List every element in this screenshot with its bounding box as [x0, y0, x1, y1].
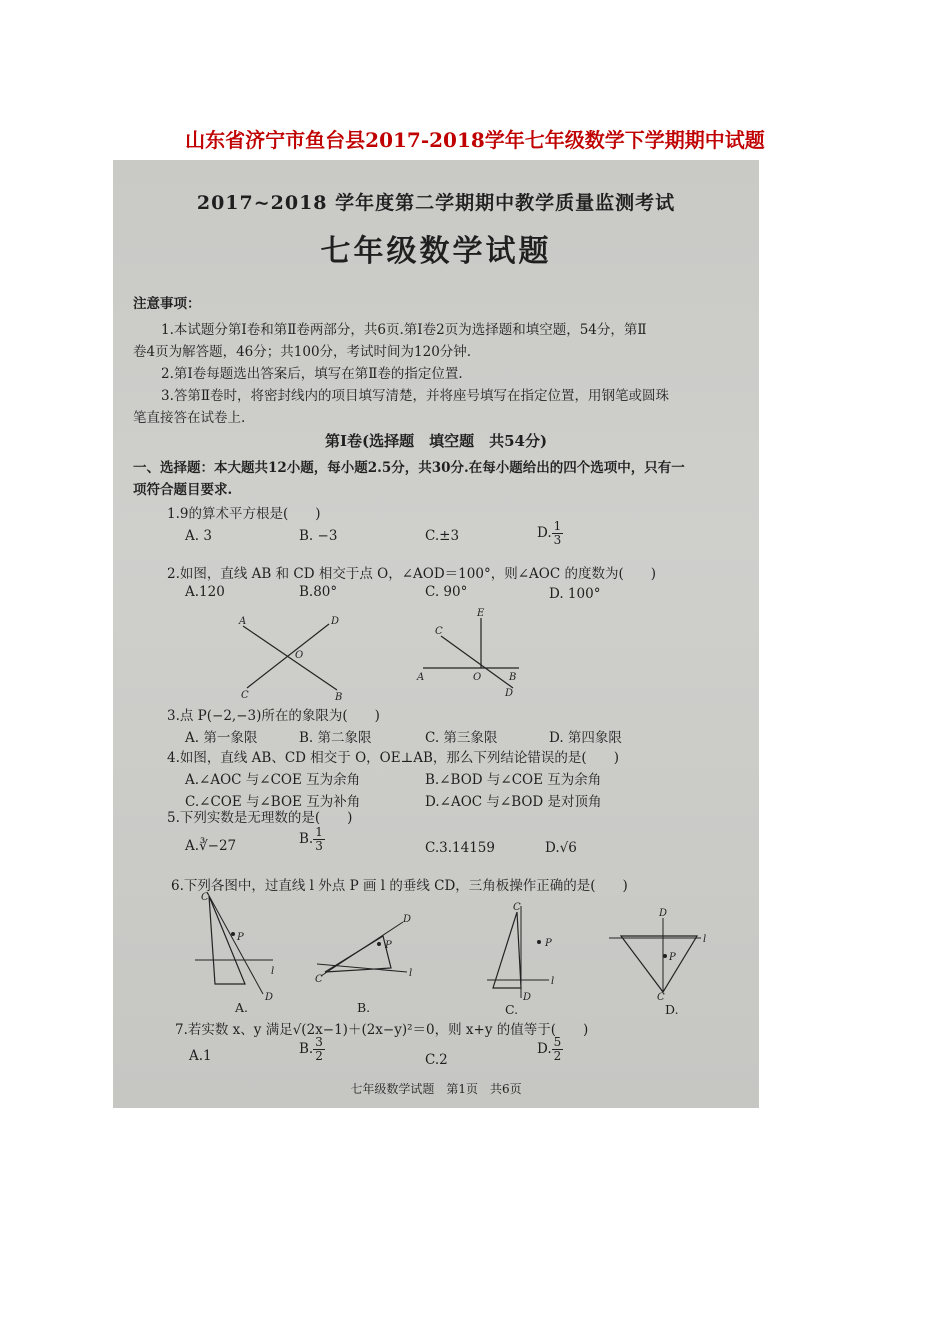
q4-label-a: A	[417, 672, 425, 683]
q4-option-d: D.∠AOC 与∠BOD 是对顶角	[425, 794, 602, 810]
q5-stem: 5.下列实数是无理数的是( )	[167, 810, 353, 826]
q6-figure-a	[195, 892, 277, 1002]
q6-caption-c: C.	[505, 1002, 519, 1017]
note-1-line-2: 卷4页为解答题，46分；共100分，考试时间为120分钟.	[133, 344, 472, 360]
q2-figure	[233, 610, 343, 703]
q6d-label-p: P	[669, 952, 676, 963]
q7-option-a: A.1	[189, 1048, 212, 1064]
q4-option-c: C.∠COE 与∠BOE 互为补角	[185, 794, 361, 810]
q4-option-b: B.∠BOD 与∠COE 互为余角	[425, 772, 602, 788]
q6c-label-c: C	[513, 902, 521, 913]
q3-option-a: A. 第一象限	[185, 730, 258, 746]
q7-option-c: C.2	[425, 1052, 448, 1068]
q5-option-d: D.√6	[545, 840, 577, 856]
exam-header: 2017~2018 学年度第二学期期中教学质量监测考试	[196, 192, 676, 214]
q1-option-a: A. 3	[185, 528, 212, 544]
q5-option-a: A.∛−27	[185, 838, 237, 854]
note-1-line-1: 1.本试题分第Ⅰ卷和第Ⅱ卷两部分，共6页.第Ⅰ卷2页为选择题和填空题，54分，第Ⅱ	[161, 322, 647, 338]
q4-label-b: B	[509, 672, 517, 683]
q6c-label-d: D	[523, 992, 532, 1003]
note-3-line-2: 笔直接答在试卷上.	[133, 410, 246, 426]
q7-option-b: B. $\frac{3}{2}$	[299, 1035, 323, 1063]
q2-option-a: A.120	[185, 584, 225, 600]
q4-stem: 4.如图，直线 AB、CD 相交于 O，OE⊥AB，那么下列结论错误的是( )	[167, 750, 619, 766]
q6d-label-c: C	[657, 992, 665, 1003]
q6d-label-l: l	[703, 934, 707, 945]
page-footer: 七年级数学试题 第1页 共6页	[350, 1082, 522, 1096]
q2-option-c: C. 90°	[425, 584, 468, 600]
q1-option-c: C.±3	[425, 528, 460, 544]
q2-label-a: A	[239, 616, 247, 627]
q1-option-b: B. −3	[299, 528, 338, 544]
q6b-label-p: P	[385, 940, 392, 951]
q2-label-b: B	[335, 692, 343, 703]
q2-option-d: D. 100°	[549, 586, 601, 602]
q6a-label-d: D	[265, 992, 274, 1003]
document-title: 山东省济宁市鱼台县2017-2018学年七年级数学下学期期中试题	[185, 128, 765, 152]
q1-stem: 1.9的算术平方根是( )	[167, 506, 321, 522]
q4-label-o: O	[473, 672, 482, 683]
q6c-label-l: l	[551, 976, 555, 987]
q6-figure-b	[311, 912, 415, 990]
q3-option-c: C. 第三象限	[425, 730, 498, 746]
q2-label-o: O	[295, 650, 304, 661]
q2-option-b: B.80°	[299, 584, 338, 600]
q6d-label-d: D	[659, 908, 668, 919]
q2-stem: 2.如图，直线 AB 和 CD 相交于点 O，∠AOD＝100°，则∠AOC 的度数为( )	[167, 566, 656, 582]
q4-figure	[415, 606, 525, 698]
q4-label-d: D	[505, 688, 514, 699]
section-1-instructions-line-2: 项符合题目要求.	[133, 482, 233, 498]
note-3-line-1: 3.答第Ⅱ卷时，将密封线内的项目填写清楚，并将座号填写在指定位置，用钢笔或圆珠	[161, 388, 670, 404]
q6b-label-l: l	[409, 968, 413, 979]
q4-label-e: E	[477, 608, 485, 619]
q6-stem: 6.下列各图中，过直线 l 外点 P 画 l 的垂线 CD，三角板操作正确的是( )	[171, 878, 628, 894]
q6a-label-c: C	[201, 892, 209, 903]
section-1-title: 第Ⅰ卷(选择题 填空题 共54分)	[324, 432, 548, 450]
q5-option-b: B. $\frac{1}{3}$	[299, 825, 323, 853]
q4-option-a: A.∠AOC 与∠COE 互为余角	[185, 772, 361, 788]
q6b-label-d: D	[403, 914, 412, 925]
q6-caption-d: D.	[665, 1002, 679, 1017]
q6-caption-b: B.	[357, 1000, 371, 1015]
q1-option-d: D. $\frac{1}{3}$	[537, 519, 562, 547]
exam-title: 七年级数学试题	[320, 234, 552, 269]
q6-figure-d	[607, 908, 711, 1003]
q6-figure-c	[487, 902, 563, 1002]
q6a-label-p: P	[237, 932, 244, 943]
q4-label-c: C	[435, 626, 443, 637]
q7-option-d: D. $\frac{5}{2}$	[537, 1035, 562, 1063]
q2-label-d: D	[331, 616, 340, 627]
q2-label-c: C	[241, 690, 249, 701]
section-1-instructions-line-1: 一、选择题：本大题共12小题，每小题2.5分，共30分.在每小题给出的四个选项中，只有一	[133, 460, 685, 476]
notes-heading: 注意事项：	[133, 296, 201, 312]
q6-caption-a: A.	[235, 1000, 249, 1015]
q6a-label-l: l	[271, 966, 275, 977]
note-2: 2.第Ⅰ卷每题选出答案后，填写在第Ⅱ卷的指定位置.	[161, 366, 463, 382]
q5-option-c: C.3.14159	[425, 840, 495, 856]
q6c-label-p: P	[545, 938, 552, 949]
q3-option-b: B. 第二象限	[299, 730, 372, 746]
scanned-exam-page	[113, 160, 759, 1108]
q6b-label-c: C	[315, 974, 323, 985]
q3-stem: 3.点 P(−2,−3)所在的象限为( )	[167, 708, 380, 724]
q3-option-d: D. 第四象限	[549, 730, 622, 746]
q7-stem: 7.若实数 x、y 满足√(2x−1)＋(2x−y)²＝0，则 x+y 的值等于( )	[175, 1022, 589, 1038]
